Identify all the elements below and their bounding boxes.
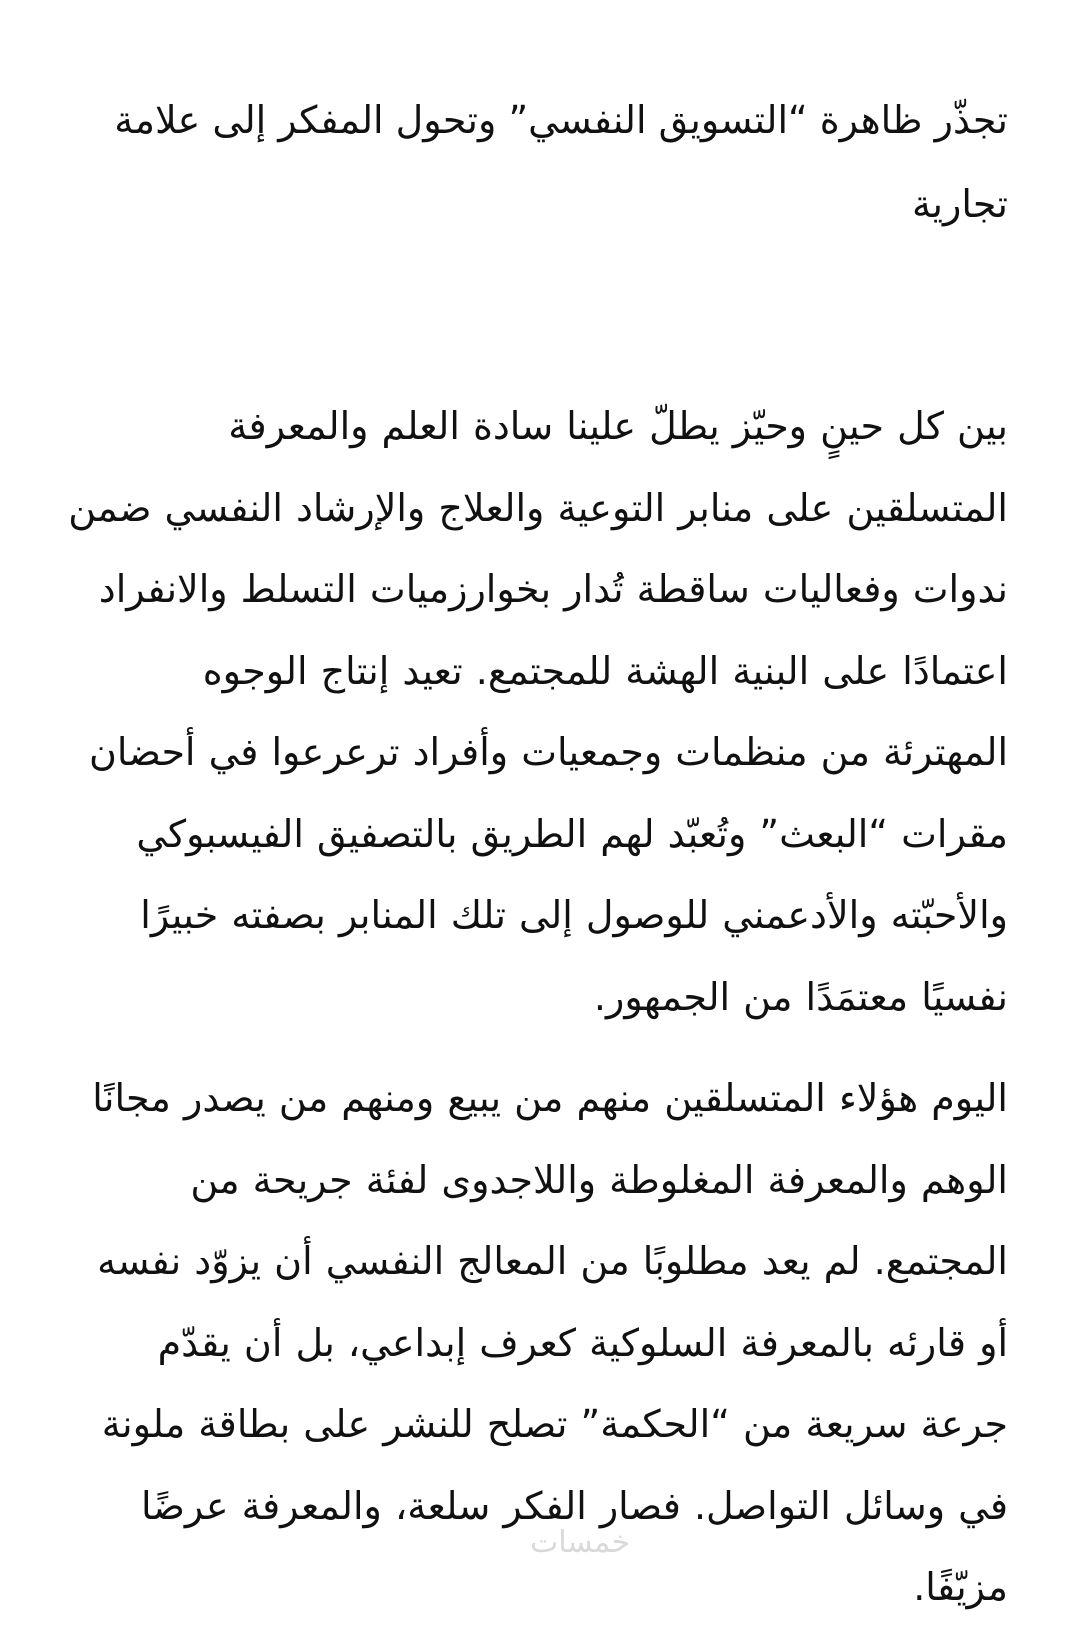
article-paragraph-2: اليوم هؤلاء المتسلقين منهم من يبيع ومنهم من يصدر مجانًا الوهم والمعرفة المغلوطة واللاجدوى لفئة جريحة من المجتمع. لم يعد مطلوبًا من المعالج النفسي أن يزوّد نفسه أو قارئه بالمعرفة السلوكية كعرف إبداعي، بل أن يقدّم جرعة سريعة من “الحكمة” تصلح للنشر على بطاقة ملونة في وسائل التواصل. فصار الفكر سلعة، والمعرفة عرضًا مزيّفًا. — [92, 1076, 1008, 1609]
article-title: تجذّر ظاهرة “التسويق النفسي” وتحول المفكر إلى علامة تجارية — [114, 98, 1008, 226]
site-watermark: خمسات — [530, 1525, 631, 1560]
article — [68, 78, 1008, 1649]
article-paragraph-1: بين كل حينٍ وحيّز يطلّ علينا سادة العلم والمعرفة المتسلقين على منابر التوعية والعلاج والإرشاد النفسي ضمن ندوات وفعاليات ساقطة تُدار بخوارزميات التسلط والانفراد اعتمادًا على البنية الهشة للمجتمع. تعيد إنتاج الوجوه المهترئة من منظمات وجمعيات وأفراد ترعرعوا في أحضان مقرات “البعث” وتُعبّد لهم الطريق بالتصفيق الفيسبوكي والأحبّته والأدعمني للوصول إلى تلك المنابر بصفته خبيرًا نفسيًا معتمَدًا من الجمهور. — [68, 404, 1008, 1019]
